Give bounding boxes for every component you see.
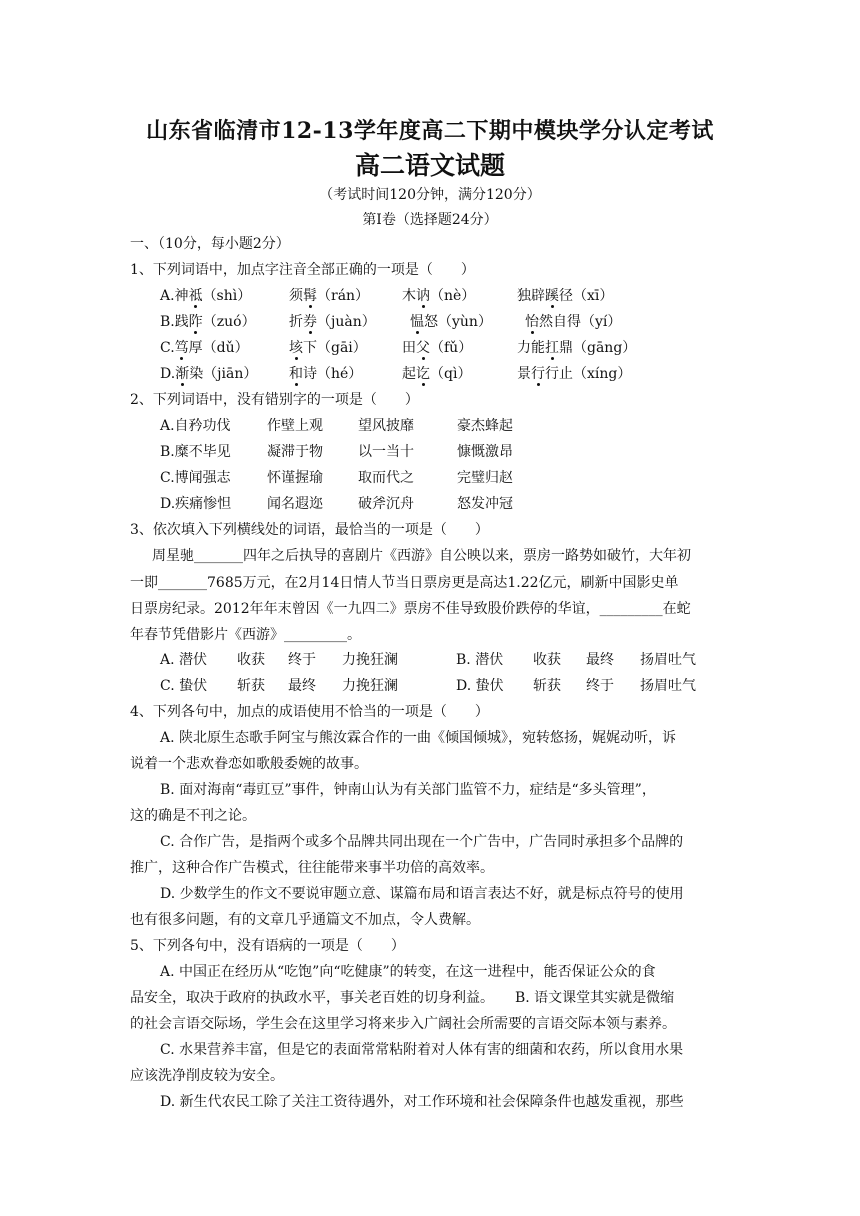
q3-a-4: 力挽狂澜 — [342, 652, 398, 668]
q1-b-2: 折券（juàn） — [289, 314, 376, 330]
q1-c-4: 力能扛鼎（gāng） — [517, 340, 637, 356]
q1-d-2: 和诗（hé） — [289, 366, 363, 382]
q3-c-1: C. 蛰伏 — [160, 678, 208, 694]
q4-c-line-1: C. 合作广告，是指两个或多个品牌共同出现在一个广告中，广告同时承担多个品牌的 — [160, 834, 684, 850]
q3-a-3: 终于 — [288, 652, 316, 668]
q1-c-3: 田父（fǔ） — [402, 340, 473, 356]
q5-c-line-2: 应该洗净削皮较为安全。 — [130, 1068, 284, 1084]
volume-heading: 第Ⅰ卷（选择题24分） — [362, 212, 498, 228]
q4-d-line-1: D. 少数学生的作文不要说审题立意、谋篇布局和语言表达不好，就是标点符号的使用 — [160, 886, 684, 902]
q3-d-4: 扬眉吐气 — [640, 678, 696, 694]
q3-c-2: 斩获 — [237, 678, 265, 694]
q1-a-2: 须髯（rán） — [289, 288, 370, 304]
q2-b-2: 凝滞于物 — [267, 444, 323, 460]
question-2-stem: 2、下列词语中，没有错别字的一项是（ ） — [130, 392, 419, 408]
q4-b-line-1: B. 面对海南“毒豇豆”事件，钟南山认为有关部门监管不力，症结是“多头管理”， — [160, 782, 656, 798]
q1-d-1: D.渐染（jiān） — [160, 366, 258, 382]
q2-c-4: 完璧归赵 — [457, 470, 513, 486]
exam-subtitle: 高二语文试题 — [354, 151, 505, 180]
q2-c-3: 取而代之 — [358, 470, 414, 486]
q1-c-2: 垓下（gāi） — [289, 340, 367, 356]
q1-d-4: 景行行止（xíng） — [517, 366, 632, 382]
q4-a-line-1: A. 陕北原生态歌手阿宝与熊汝霖合作的一曲《倾国倾城》，宛转悠扬，娓娓动听，诉 — [160, 730, 677, 746]
q3-c-4: 力挽狂澜 — [342, 678, 398, 694]
q3-b-4: 扬眉吐气 — [640, 652, 696, 668]
q3-a-1: A. 潜伏 — [160, 652, 208, 668]
q5-a-line-1: A. 中国正在经历从“吃饱”向“吃健康”的转变，在这一进程中，能否保证公众的食 — [160, 964, 656, 980]
q2-b-3: 以一当十 — [358, 444, 414, 460]
q3-b-3: 最终 — [586, 652, 614, 668]
exam-info: （考试时间120分钟，满分120分） — [319, 187, 541, 203]
q4-c-line-2: 推广，这种合作广告模式，往往能带来事半功倍的高效率。 — [130, 860, 494, 876]
q5-c-line-1: C. 水果营养丰富，但是它的表面常常粘附着对人体有害的细菌和农药，所以食用水果 — [160, 1042, 684, 1058]
q3-passage-line-3: 日票房纪录。2012年年末曾因《一九四二》票房不佳导致股价跌停的华谊，_________在蛇 — [130, 601, 691, 617]
q4-a-line-2: 说着一个悲欢眷恋如歌般委婉的故事。 — [130, 756, 368, 772]
exam-title: 山东省临清市12-13学年度高二下期中模块学分认定考试 — [146, 118, 714, 144]
section-heading: 一、（10分，每小题2分） — [130, 236, 290, 252]
q1-a-1: A.神祗（shì） — [160, 288, 252, 304]
q2-c-2: 怀谨握瑜 — [267, 470, 323, 486]
q3-a-2: 收获 — [237, 652, 265, 668]
q3-c-3: 最终 — [288, 678, 316, 694]
q3-d-3: 终于 — [586, 678, 614, 694]
q2-d-4: 怒发冲冠 — [457, 496, 513, 512]
q2-a-4: 豪杰蜂起 — [457, 418, 513, 434]
q1-a-3: 木讷（nè） — [402, 288, 476, 304]
q3-b-2: 收获 — [533, 652, 561, 668]
q5-d-line-1: D. 新生代农民工除了关注工资待遇外，对工作环境和社会保障条件也越发重视，那些 — [160, 1094, 684, 1110]
q1-c-1: C.笃厚（dǔ） — [160, 340, 249, 356]
q1-b-3: 愠怒（yùn） — [410, 314, 492, 330]
q2-d-3: 破斧沉舟 — [358, 496, 414, 512]
q3-passage-line-1: 周星驰_______四年之后执导的喜剧片《西游》自公映以来，票房一路势如破竹，大年初 — [152, 548, 691, 564]
q3-d-2: 斩获 — [533, 678, 561, 694]
q2-a-1: A.自矜功伐 — [160, 418, 231, 434]
q3-passage-line-2: 一即_______7685万元，在2月14日情人节当日票房更是高达1.22亿元，刷新中国影史单 — [130, 575, 679, 591]
question-3-stem: 3、依次填入下列横线处的词语，最恰当的一项是（ ） — [130, 522, 489, 538]
q3-b-1: B. 潜伏 — [456, 652, 504, 668]
q2-d-1: D.疾痛惨怛 — [160, 496, 232, 512]
q3-passage-line-4: 年春节凭借影片《西游》_________。 — [130, 627, 361, 643]
q5-a-line-3: 的社会言语交际场，学生会在这里学习将来步入广阔社会所需要的言语交际本领与素养。 — [130, 1016, 676, 1032]
question-1-stem: 1、下列词语中，加点字注音全部正确的一项是（ ） — [130, 262, 475, 278]
q2-a-2: 作壁上观 — [267, 418, 323, 434]
question-5-stem: 5、下列各句中，没有语病的一项是（ ） — [130, 938, 405, 954]
q3-d-1: D. 蛰伏 — [456, 678, 504, 694]
q1-b-1: B.践阼（zuó） — [160, 314, 256, 330]
question-4-stem: 4、下列各句中，加点的成语使用不恰当的一项是（ ） — [130, 704, 489, 720]
q5-a-line-2: 品安全，取决于政府的执政水平，事关老百姓的切身利益。 B. 语文课堂其实就是微缩 — [130, 990, 675, 1006]
q2-a-3: 望风披靡 — [358, 418, 414, 434]
q1-b-4: 怡然自得（yí） — [525, 314, 622, 330]
q4-d-line-2: 也有很多问题，有的文章几乎通篇文不加点，令人费解。 — [130, 912, 480, 928]
q4-b-line-2: 这的确是不刊之论。 — [130, 808, 256, 824]
q1-a-4: 独辟蹊径（xī） — [517, 288, 614, 304]
q2-d-2: 闻名遐迩 — [267, 496, 323, 512]
q2-b-1: B.糜不毕见 — [160, 444, 231, 460]
q1-d-3: 起讫（qì） — [402, 366, 472, 382]
q2-b-4: 慷慨激昂 — [457, 444, 513, 460]
q2-c-1: C.博闻强志 — [160, 470, 231, 486]
